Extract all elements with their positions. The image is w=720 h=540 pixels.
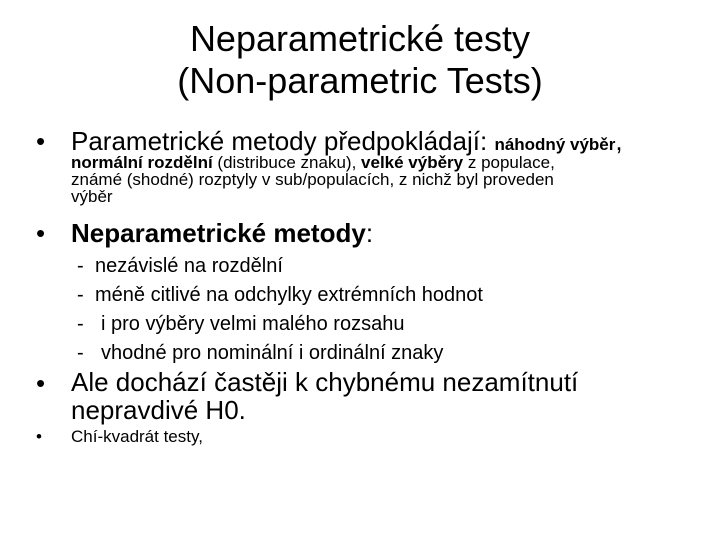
list-item — [77, 252, 677, 281]
bullet-body — [71, 368, 696, 424]
continuation-text-a: (distribuce znaku), — [212, 153, 362, 172]
continuation-text-b: z populace, — [463, 153, 555, 172]
title-line-2: (Non-parametric Tests) — [177, 60, 543, 101]
bullet-marker: • — [36, 427, 42, 446]
continuation-line-2: známé (shodné) rozptyly v sub/populacích, z nichž byl proveden — [71, 170, 554, 189]
dash-marker: - — [77, 342, 84, 364]
bullet-body — [71, 124, 696, 205]
term-normal-distribution: normální rozdělní — [71, 153, 213, 172]
nonparametric-properties-list — [77, 252, 677, 368]
list-item — [77, 339, 677, 368]
slide-title — [0, 18, 720, 102]
bullet-heading — [71, 216, 696, 250]
heading-bold: Neparametrické metody — [71, 218, 366, 248]
list-item — [77, 310, 677, 339]
bullet-marker: • — [36, 368, 46, 398]
list-item-text: méně citlivé na odchylky extrémních hodnot — [95, 284, 483, 306]
dash-marker: - — [77, 284, 84, 306]
continuation-line-3: výběr — [71, 187, 113, 206]
bullet-text: Chí-kvadrát testy, — [71, 427, 203, 446]
list-item — [77, 281, 677, 310]
bullet-line-2: nepravdivé H0. — [71, 395, 246, 425]
heading-end: : — [365, 218, 374, 248]
title-line-1: Neparametrické testy — [189, 18, 531, 59]
bullet-marker: • — [36, 126, 46, 156]
dash-marker: - — [77, 313, 84, 335]
bullet-lead-text: Parametrické metody předpokládají: — [71, 126, 495, 156]
dash-marker: - — [77, 255, 84, 277]
bullet-lead-bold: náhodný výběr — [494, 135, 616, 154]
term-large-samples: velké výběry — [361, 153, 464, 172]
list-item-text: vhodné pro nominální i ordinální znaky — [101, 342, 444, 364]
list-item-text: i pro výběry velmi malého rozsahu — [101, 313, 405, 335]
bullet-line-1: Ale dochází častěji k chybnému nezamítnutí — [71, 367, 579, 397]
list-item-text: nezávislé na rozdělní — [95, 255, 283, 277]
bullet-lead-end: , — [615, 126, 623, 156]
bullet-marker: • — [36, 218, 46, 248]
